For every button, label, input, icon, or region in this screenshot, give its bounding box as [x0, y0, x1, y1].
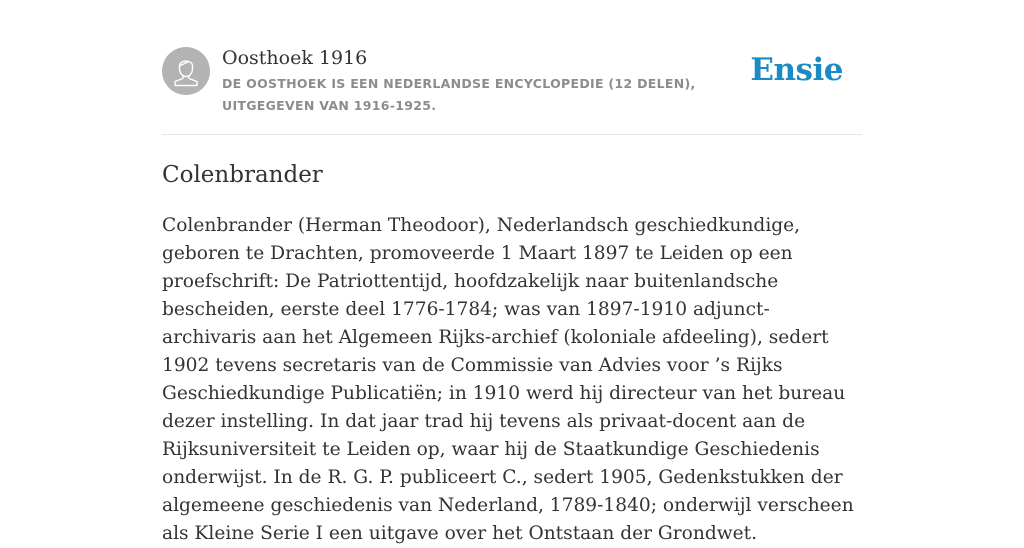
source-avatar[interactable] [162, 47, 210, 95]
article-title: Colenbrander [162, 162, 323, 188]
source-info [222, 46, 757, 117]
user-silhouette-icon [162, 47, 210, 95]
article-body: Colenbrander (Herman Theodoor), Nederlandsch geschiedkundige, geboren te Drachten, promoveerde 1 Maart 1897 te Leiden op een proefschrift: De Patriottentijd, hoofdzakelijk naar buitenlandsche bescheiden, eerste deel 1776-1784; was van 1897-1910 adjunct-archivaris aan het Algemeen Rijks-archief (koloniale afdeeling), sedert 1902 tevens secretaris van de Commissie van Advies voor ’s Rijks Geschiedkundige Publicatiën; in 1910 werd hij directeur van het bureau dezer instelling. In dat jaar trad hij tevens als privaat-docent aan de Rijksuniversiteit te Leiden op, waar hij de Staatkundige Geschiedenis onderwijst. In de R. G. P. publiceert C., sedert 1905, Gedenkstukken der algemeene geschiedenis van Nederland, 1789-1840; onderwijl verscheen als Kleine Serie I een uitgave over het Ontstaan der Grondwet. [162, 215, 854, 544]
source-header [162, 0, 862, 135]
source-title[interactable]: Oosthoek 1916 [222, 47, 368, 69]
ensie-logo-link[interactable]: Ensie [750, 52, 843, 88]
page-container [162, 0, 862, 544]
source-description: DE OOSTHOEK IS EEN NEDERLANDSE ENCYCLOPEDIE (12 DELEN), UITGEGEVEN VAN 1916-1925. [222, 76, 696, 113]
